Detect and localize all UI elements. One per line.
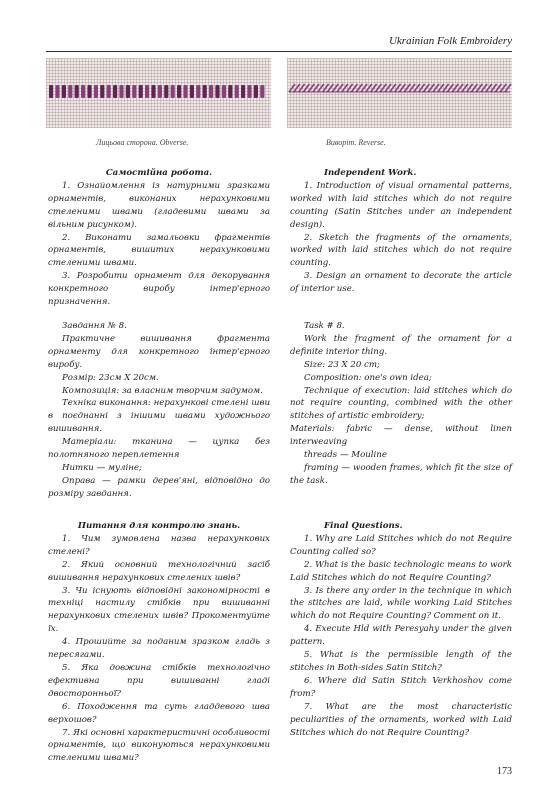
satin-stitch-block [209,85,213,98]
satin-stitch-block [222,85,226,98]
satin-stitch-block [171,85,175,98]
satin-stitch-block [158,85,162,98]
en-question: 6. Where did Satin Stitch Verkhoshov come from? [290,675,512,699]
en-question: 7. What are the most characteristic peculiarities of the ornaments, worked with Laid Stitches which do not Require Counting? [290,701,512,738]
satin-stitch-block [254,85,258,98]
obverse-stitch-svg [46,58,271,128]
satin-stitch-block [183,85,187,98]
en-independent-work [290,167,512,296]
satin-stitch-block [94,85,98,98]
ua-task-paragraph: Техніка виконання: нерахункові стелені шви в поєднанні з іншими швами художнього вишивання. [48,398,270,435]
header-rule [46,51,512,52]
obverse-stitch-photo [46,58,271,128]
satin-stitch-block [190,85,194,98]
ua-independent-work [48,167,270,309]
ua-task-paragraph: Оправа — рамки дерев'яні, відповідно до розміру завдання. [48,475,270,499]
ua-question: 5. Яка довжина стібків технологічно ефективна при вишиванні гладі двосторонньої? [48,662,270,699]
ua-task-paragraph: Нитки — муліне; [62,462,142,473]
reverse-stitch-photo [287,58,512,128]
ua-independent-item: 1. Ознайомлення із натурними зразками орнаментів, виконаних нерахунковими стеленими швами (гладевими швами за вільним рисунком). [48,180,270,230]
satin-stitch-block [139,85,143,98]
satin-stitch-block [68,85,72,98]
satin-stitch-block [241,85,245,98]
satin-stitch-block [177,85,181,98]
en-task-paragraph: threads — Mouline [304,450,387,461]
satin-stitch-block [203,85,207,98]
satin-stitch-block [55,85,59,98]
en-question: 5. What is the permissible length of the stitches in Both-sides Satin Stitch? [290,650,512,673]
en-task-heading: Task # 8. [304,321,345,331]
en-task-paragraph: Materials: fabric — dense, without linen interweaving [290,424,512,448]
en-independent-item: 1. Introduction of visual ornamental patterns, worked with laid stitches which do not require counting (Satin Stitches under an independent design). [290,180,512,230]
ua-task-paragraph: Композиція: за власним творчим задумом. [62,385,263,396]
running-header: Ukrainian Folk Embroidery [388,35,512,47]
ua-question: 4. Прошийте за поданим зразком гладь з пересягами. [48,637,270,661]
ua-task-paragraph: Розмір: 23см Х 20см. [62,372,159,383]
satin-stitch-block [107,85,111,98]
satin-stitch-block [247,85,251,98]
ua-independent-heading: Самостійна робота. [105,168,213,178]
satin-stitch-block [145,85,149,98]
satin-stitch-block [132,85,136,98]
satin-stitch-block [119,85,123,98]
en-task [290,320,512,488]
ua-question: 7. Які основні характеристичні особливості орнаментів, що виконуються нерахунковими стеленими швами? [48,727,270,764]
en-independent-item: 2. Sketch the fragments of the ornaments, worked with laid stitches which do not require counting. [290,232,512,269]
satin-stitch-block [215,85,219,98]
en-question: 4. Execute Hld with Peresyahy under the given pattern. [290,624,512,648]
satin-stitch-block [235,85,239,98]
en-question: 3. Is there any order in the technique in which the stitches are laid, while working Laid Stitches which do not Require Counting? Comment on it. [290,585,512,622]
satin-stitch-block [49,85,53,98]
en-questions [290,520,512,739]
satin-stitch-block [81,85,85,98]
ua-question: 1. Чим зумовлена назва нерахункових стелені? [48,533,270,557]
page-number: 173 [497,766,512,777]
satin-stitch-block [113,85,117,98]
satin-stitch-block [62,85,66,98]
reverse-stitch-svg [287,58,512,128]
satin-stitch-block [260,85,264,98]
ua-task-paragraph: Практичне вишивання фрагмента орнаменту для конкретного інтер'єрного виробу. [48,333,270,370]
en-independent-heading: Independent Work. [324,168,417,178]
satin-stitch-block [87,85,91,98]
reverse-caption: Виворіт. Reverse. [326,138,386,147]
en-question: 1. Why are Laid Stitches which do not Require Counting called so? [290,533,512,557]
satin-stitch-block [228,85,232,98]
en-task-paragraph: Work the fragment of the ornament for a definite interior thing. [290,333,512,357]
satin-stitch-block [164,85,168,98]
en-task-paragraph: framing — wooden frames, which fit the size of the task. [290,462,512,486]
en-questions-heading: Final Questions. [324,521,403,531]
satin-stitch-block [196,85,200,98]
ua-task-heading: Завдання № 8. [62,321,127,331]
satin-stitch-block [75,85,79,98]
ua-question: 3. Чи існують відповідні закономірності в техніці настилу стібків при вишиванні нерахункових стелених швів? Прокоментуйте їх. [48,585,270,635]
ua-independent-item: 2. Виконати замальовки фрагментів орнаментів, вишитих нерахунковими стеленими швами. [48,232,270,269]
ua-questions-heading: Питання для контролю знань. [77,521,241,531]
ua-question: 6. Походження та суть гладдевого шва верхошов? [48,701,270,725]
ua-question: 2. Який основний технологічний засіб вишивання нерахункових стелених швів? [48,559,270,583]
en-task-paragraph: Technique of execution: laid stitches which do not require counting, combined with the other stitches of artistic embroidery; [290,385,512,422]
en-independent-item: 3. Design an ornament to decorate the article of interior use. [290,271,512,295]
satin-stitch-block [100,85,104,98]
en-question: 2. What is the basic technologic means to work Laid Stitches which do not Require Counting? [290,559,512,583]
ua-independent-item: 3. Розробити орнамент для декорування конкретного виробу інтер'єрного призначення. [48,271,270,308]
satin-stitch-block [126,85,130,98]
en-task-paragraph: Composition: one's own idea; [304,372,432,383]
ua-task [48,320,270,501]
obverse-caption: Лицьова сторона. Obverse. [96,138,189,147]
ua-task-paragraph: Матеріали: тканина — цупка без полотняного переплетення [48,437,270,461]
satin-stitch-block [151,85,155,98]
ua-questions [48,520,270,765]
en-task-paragraph: Size: 23 X 20 cm; [304,359,380,370]
